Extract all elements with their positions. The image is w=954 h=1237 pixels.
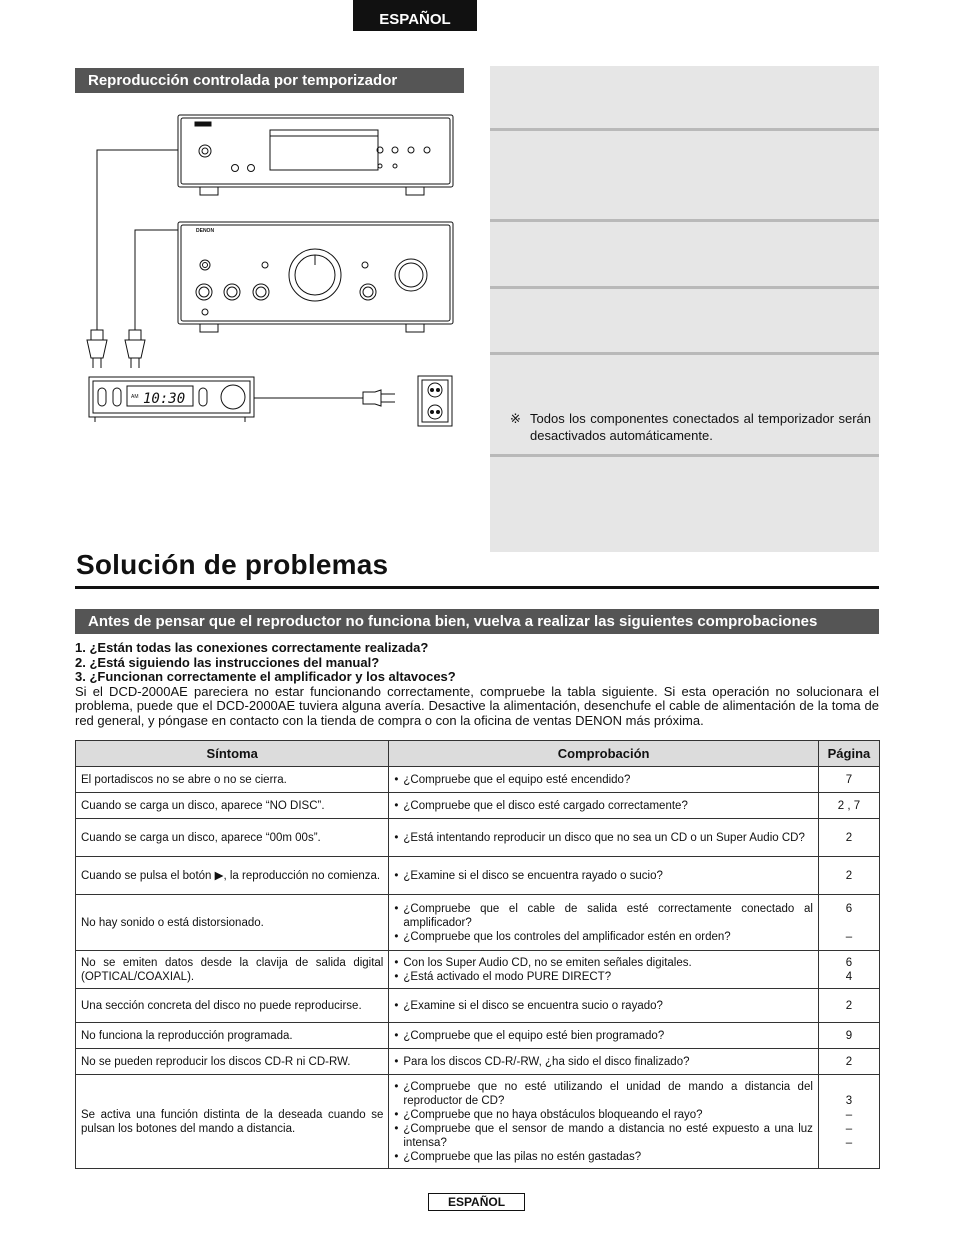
- page-cell: [818, 895, 879, 951]
- check-item: • ¿Compruebe que el equipo esté bien programado?: [394, 1029, 813, 1043]
- table-row: [76, 767, 880, 793]
- page-cell: [818, 1075, 879, 1169]
- page-number: 6: [845, 902, 853, 915]
- symptom-cell: Cuando se pulsa el botón ▶, la reproducción no comienza.: [76, 857, 389, 895]
- check-cell: [389, 895, 819, 951]
- check-question: 3. ¿Funcionan correctamente el amplificador y los altavoces?: [75, 669, 456, 684]
- page-number: 2 , 7: [837, 799, 861, 812]
- table-row: [76, 951, 880, 989]
- page-number: 3: [845, 1094, 853, 1107]
- page-number: 2: [845, 999, 853, 1012]
- check-question: 2. ¿Está siguiendo las instrucciones del manual?: [75, 654, 380, 670]
- symptom-cell: El portadiscos no se abre o no se cierra.: [76, 767, 389, 793]
- page-title: Solución de problemas: [76, 549, 389, 580]
- timer-connection-diagram: [75, 100, 465, 440]
- page-number: 2: [845, 1055, 853, 1068]
- page-cell: [818, 1023, 879, 1049]
- table-row: [76, 1023, 880, 1049]
- page-cell: [818, 1049, 879, 1075]
- table-row: [76, 895, 880, 951]
- symptom-cell: Cuando se carga un disco, aparece “00m 00s”.: [76, 819, 389, 857]
- page-cell: [818, 989, 879, 1023]
- check-item: • Para los discos CD-R/-RW, ¿ha sido el disco finalizado?: [394, 1055, 813, 1069]
- page-number: –: [845, 1108, 853, 1121]
- page-number: 6: [845, 956, 853, 969]
- title-rule: [75, 586, 879, 589]
- language-tab: ESPAÑOL: [353, 0, 477, 31]
- check-item: • ¿Examine si el disco se encuentra sucio o rayado?: [394, 999, 813, 1013]
- check-item: • ¿Compruebe que los controles del amplificador estén en orden?: [394, 930, 813, 944]
- page-cell: [818, 857, 879, 895]
- table-row: [76, 989, 880, 1023]
- page-number: –: [845, 930, 853, 943]
- check-cell: [389, 951, 819, 989]
- check-item: • ¿Compruebe que el sensor de mando a distancia no esté expuesto a una luz intensa?: [394, 1122, 813, 1150]
- table-row: [76, 1075, 880, 1169]
- table-row: [76, 1049, 880, 1075]
- amp-brand-label: DENON: [196, 228, 215, 234]
- page-cell: [818, 951, 879, 989]
- check-item: • ¿Compruebe que el equipo esté encendido?: [394, 773, 813, 787]
- check-cell: [389, 767, 819, 793]
- check-item: • ¿Compruebe que no haya obstáculos bloqueando el rayo?: [394, 1108, 813, 1122]
- header-page: Página: [818, 741, 879, 767]
- table-row: [76, 793, 880, 819]
- symptom-cell: Una sección concreta del disco no puede reproducirse.: [76, 989, 389, 1023]
- check-cell: [389, 989, 819, 1023]
- intro-paragraph: Si el DCD-2000AE pareciera no estar funcionando correctamente, compruebe la tabla siguiente. Si esta operación no solucionara el problema, puede que el DCD-2000AE tuviera alguna avería. Desactive la alimentación, desenchufe el cable de alimentación de la toma de red general, y póngase en contacto con la tienda de compra o con la oficina de ventas DENON más próxima.: [75, 683, 879, 728]
- page-number: 9: [845, 1029, 853, 1042]
- page-cell: [818, 819, 879, 857]
- timer-note: [510, 410, 871, 444]
- troubleshooting-table: [75, 740, 880, 1169]
- check-item: • ¿Está activado el modo PURE DIRECT?: [394, 970, 813, 984]
- check-item: • ¿Examine si el disco se encuentra rayado o sucio?: [394, 869, 813, 883]
- header-symptom: Síntoma: [76, 741, 389, 767]
- check-item: • ¿Compruebe que las pilas no estén gastadas?: [394, 1150, 813, 1164]
- header-check: Comprobación: [389, 741, 819, 767]
- clock-am-label: AM: [131, 394, 139, 400]
- check-cell: [389, 819, 819, 857]
- check-question: 1. ¿Están todas las conexiones correctamente realizada?: [75, 640, 429, 655]
- page-cell: [818, 793, 879, 819]
- check-cell: [389, 1049, 819, 1075]
- timer-note-text: Todos los componentes conectados al temporizador serán desactivados automáticamente.: [530, 411, 871, 443]
- symptom-cell: No hay sonido o está distorsionado.: [76, 895, 389, 951]
- clock-display: 10:30: [143, 391, 186, 407]
- check-cell: [389, 857, 819, 895]
- page-number: –: [845, 1122, 853, 1135]
- symptom-cell: Cuando se carga un disco, aparece “NO DISC”.: [76, 793, 389, 819]
- footer-language-tab: ESPAÑOL: [428, 1193, 525, 1211]
- check-item: • ¿Compruebe que el cable de salida esté correctamente conectado al amplificador?: [394, 902, 813, 930]
- table-row: [76, 819, 880, 857]
- check-item: • ¿Está intentando reproducir un disco que no sea un CD o un Super Audio CD?: [394, 831, 813, 845]
- timer-section-title: Reproducción controlada por temporizador: [75, 68, 464, 93]
- check-cell: [389, 1075, 819, 1169]
- page-number: 4: [845, 970, 853, 983]
- page-number: 7: [845, 773, 853, 786]
- page-number: 2: [845, 869, 853, 882]
- symptom-cell: Se activa una función distinta de la deseada cuando se pulsan los botones del mando a distancia.: [76, 1075, 389, 1169]
- page-cell: [818, 767, 879, 793]
- symptom-cell: No se emiten datos desde la clavija de salida digital (OPTICAL/COAXIAL).: [76, 951, 389, 989]
- check-cell: [389, 793, 819, 819]
- table-row: [76, 857, 880, 895]
- timer-instructions-panel: [490, 66, 879, 552]
- note-mark: ※: [510, 411, 521, 426]
- table-header-row: [76, 741, 880, 767]
- check-steps: [75, 641, 879, 728]
- check-item: • ¿Compruebe que el disco esté cargado correctamente?: [394, 799, 813, 813]
- page-number: 2: [845, 831, 853, 844]
- page-number: –: [845, 1136, 853, 1149]
- check-section-title: Antes de pensar que el reproductor no funciona bien, vuelva a realizar las siguientes comprobaciones: [75, 609, 879, 634]
- symptom-cell: No se pueden reproducir los discos CD-R ni CD-RW.: [76, 1049, 389, 1075]
- check-cell: [389, 1023, 819, 1049]
- symptom-cell: No funciona la reproducción programada.: [76, 1023, 389, 1049]
- check-item: • Con los Super Audio CD, no se emiten señales digitales.: [394, 956, 813, 970]
- check-item: • ¿Compruebe que no esté utilizando el unidad de mando a distancia del reproductor de CD?: [394, 1080, 813, 1108]
